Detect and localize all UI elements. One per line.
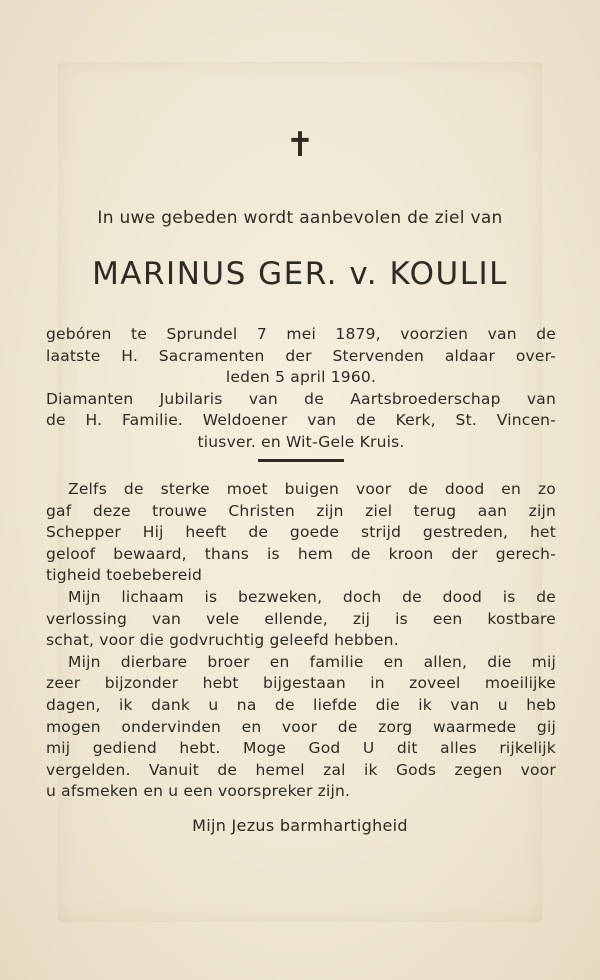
biography (46, 324, 556, 453)
text-line: zeer bijzonder hebt bijgestaan in zoveel moeilijke (46, 674, 556, 693)
text-line: Mijn dierbare broer en familie en allen, die mij (68, 652, 556, 671)
bio-line: de H. Familie. Weldoener van de Kerk, St. Vincen- (46, 411, 556, 429)
text-line: verlossing van vele ellende, zij is een kostbare (46, 609, 556, 628)
text-line: Zelfs de sterke moet buigen voor de dood en zo (68, 480, 556, 498)
text-line: vergelden. Vanuit de hemel zal ik Gods zegen voor (46, 760, 556, 779)
text-line: mogen ondervinden en voor de zorg waarmede gij (46, 717, 556, 736)
text-line: tigheid toebebereid (46, 566, 203, 585)
text-line: gaf deze trouwe Christen zijn ziel terug aan zijn (46, 501, 556, 520)
closing-prayer: Mijn Jezus barmhartigheid (192, 816, 408, 835)
text-line: dagen, ik dank u na de liefde die ik van u heb (46, 695, 556, 714)
bio-line: leden 5 april 1960. (225, 368, 377, 386)
text-line: Schepper Hij heeft de goede strijd gestreden, het (46, 523, 556, 542)
text-line: Mijn lichaam is bezweken, doch de dood is de (68, 587, 556, 606)
text-line: geloof bewaard, thans is hem de kroon der gerech- (46, 544, 556, 563)
cross-icon: ✝ (285, 125, 315, 165)
bio-line: gebóren te Sprundel 7 mei 1879, voorzien van de (46, 325, 556, 343)
text-line: schat, voor die godvruchtig geleefd hebben. (46, 631, 399, 650)
deceased-name: MARINUS GER. v. KOULIL (92, 256, 508, 292)
divider (258, 459, 344, 462)
intro-text: In uwe gebeden wordt aanbevolen de ziel van (97, 208, 503, 228)
bio-line: tiusver. en Wit-Gele Kruis. (197, 432, 405, 451)
text-line: mij gediend hebt. Moge God U dit alles rijkelijk (46, 739, 556, 758)
bio-line: Diamanten Jubilaris van de Aartsbroederschap van (46, 389, 556, 408)
text-line: u afsmeken en u een voorspreker zijn. (46, 782, 351, 801)
memorial-text (46, 479, 556, 803)
bio-line: laatste H. Sacramenten der Stervenden aldaar over- (46, 346, 556, 365)
